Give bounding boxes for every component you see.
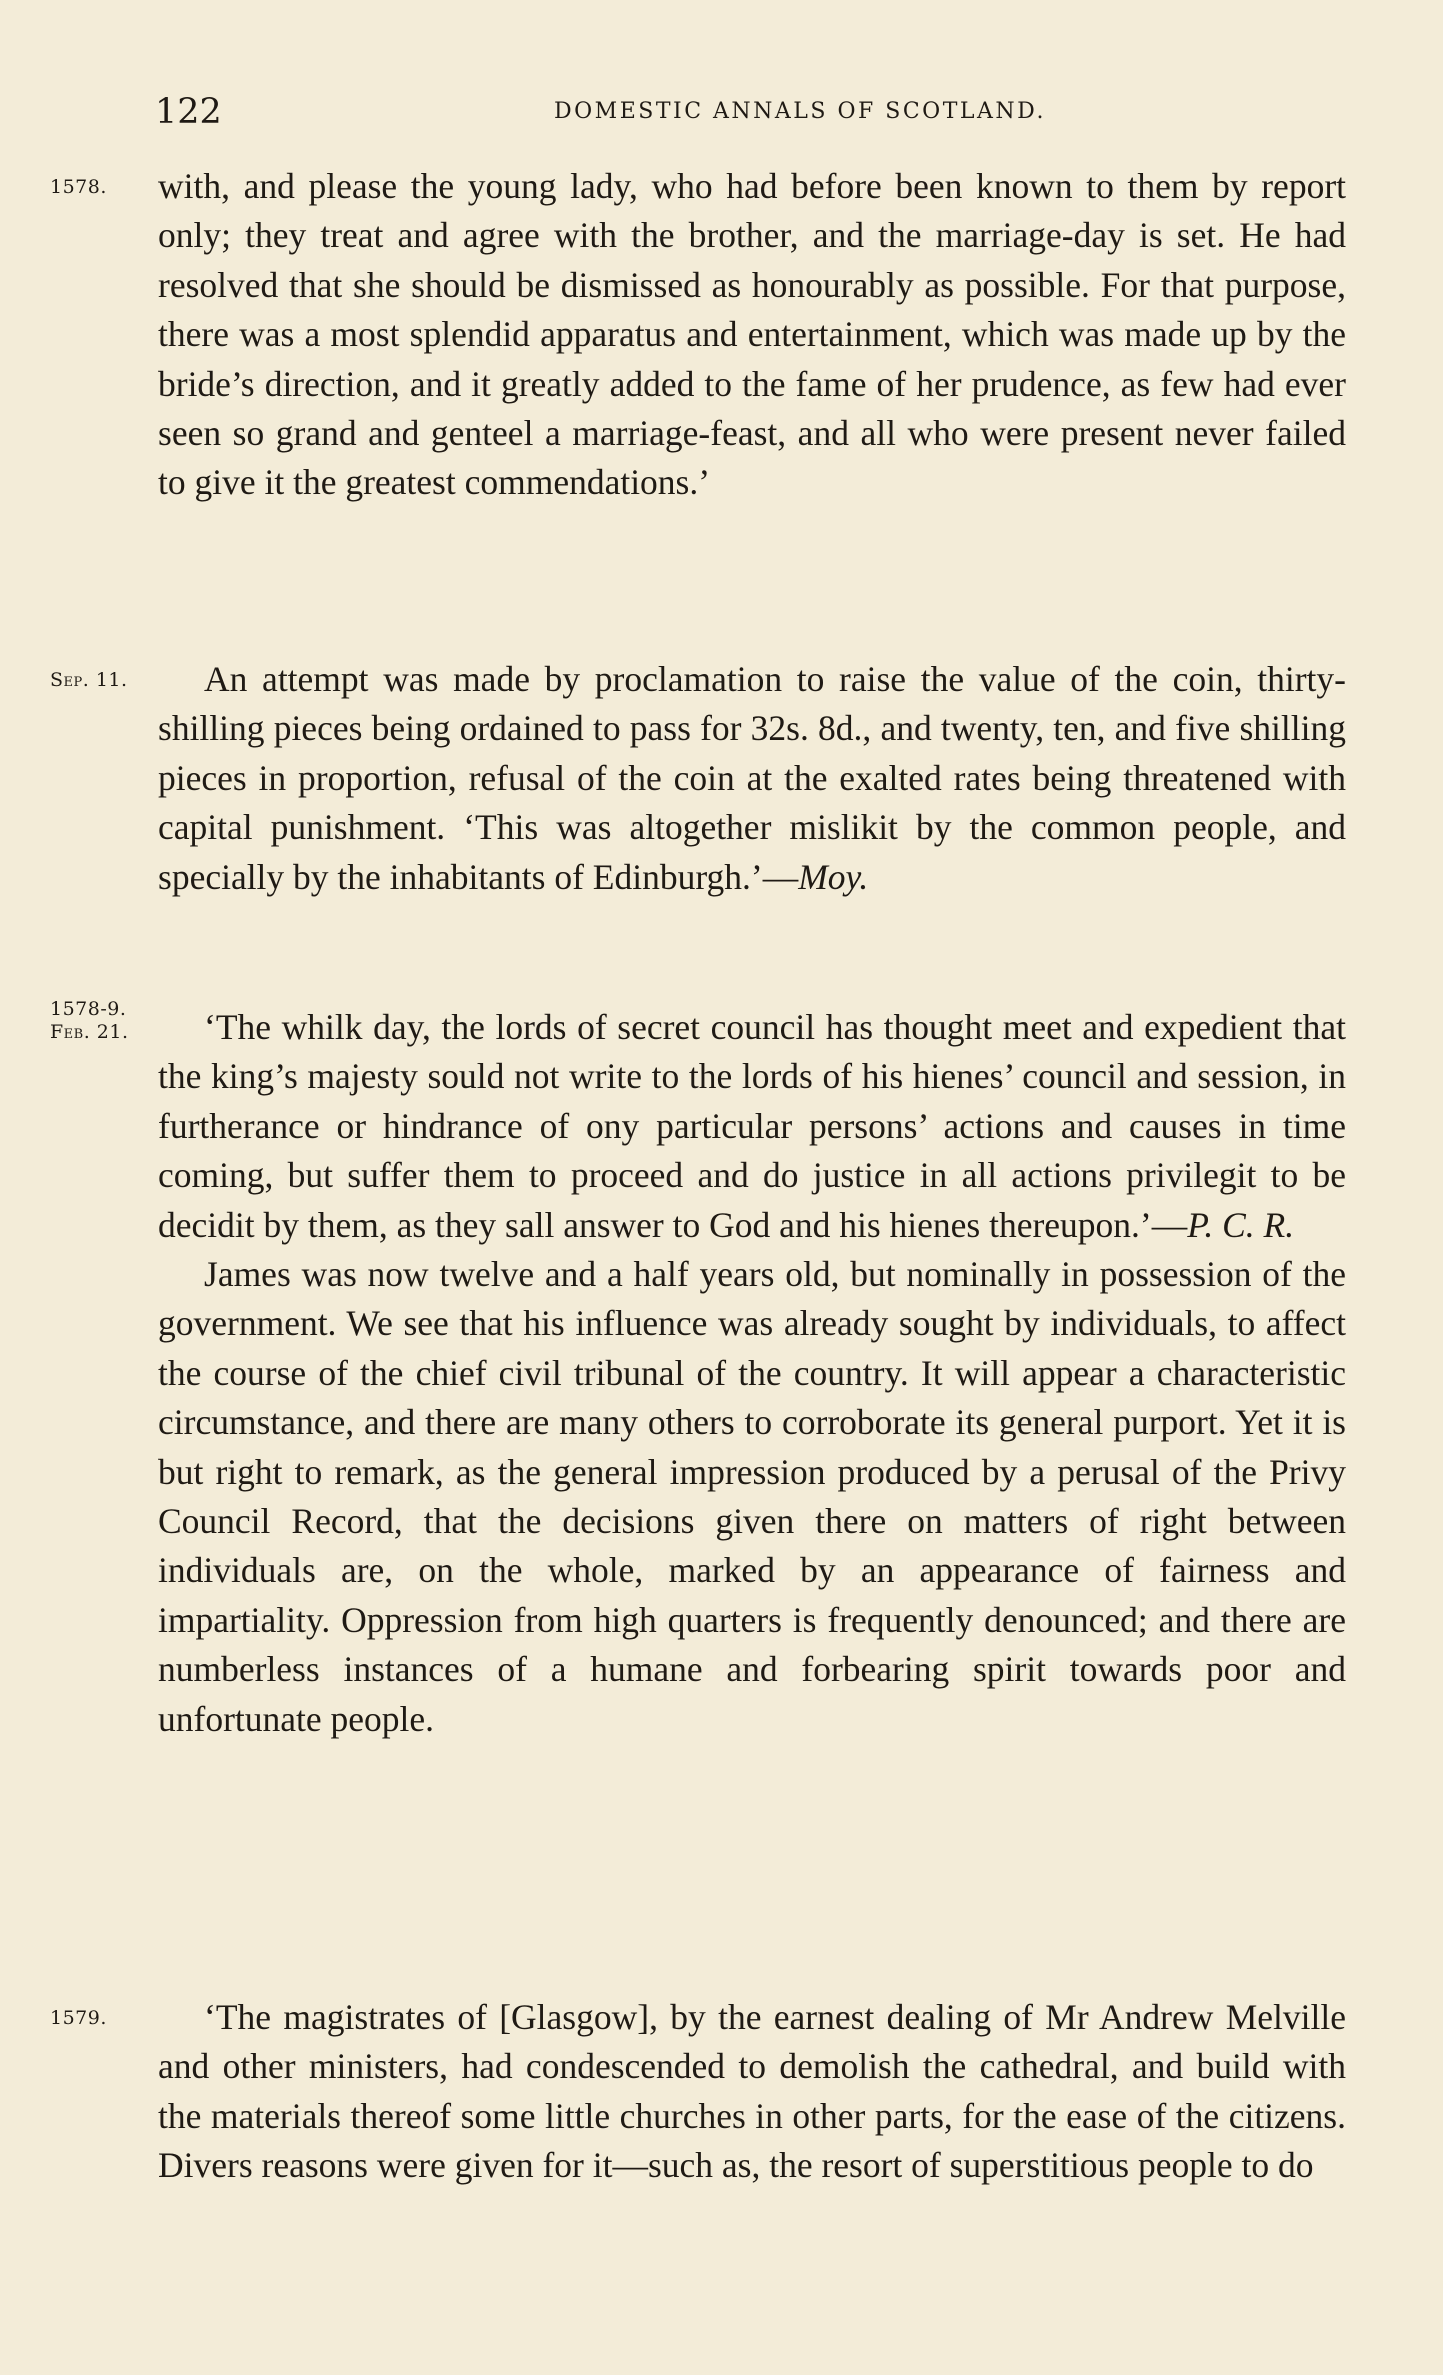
margin-date-line: 1578-9. [50, 998, 127, 1020]
paragraph [158, 1993, 1346, 2191]
margin-date-line: 1578. [50, 176, 107, 198]
margin-date-line: 1579. [50, 2007, 107, 2029]
margin-date [50, 998, 160, 1044]
margin-date [50, 2007, 160, 2030]
paragraph-text: An attempt was made by proclamation to raise the value of the coin, thirty-shilling pieces being ordained to pass for 32s. 8d., and twenty, ten, and five shilling pieces in proportion, refusal of the coin at the exalted rates being threatened with capital punishment. ‘This was altogether mislikit by the common people, and specially by the inhabitants of Edinburgh.’— [158, 659, 1346, 897]
paragraph [158, 1250, 1346, 1744]
paragraph-text: ‘The whilk day, the lords of secret council has thought meet and expedient that the king’s majesty sould not write to the lords of his hienes’ council and session, in furtherance or hindrance of ony particular persons’ actions and causes in time coming, but suffer them to proceed and do justice in all actions privilegit to be decidit by them, as they sall answer to God and his hienes thereupon.’— [158, 1007, 1346, 1245]
source-citation: P. C. R. [1187, 1204, 1295, 1245]
margin-date [50, 669, 160, 692]
entry-text [158, 655, 1346, 902]
page-header [155, 92, 1275, 132]
margin-date [50, 176, 160, 199]
margin-date-line: Feb. 21. [50, 1021, 129, 1043]
entry-text [158, 1003, 1346, 1744]
source-citation: Moy. [798, 856, 869, 897]
paragraph [158, 162, 1346, 508]
page-number: 122 [155, 92, 222, 132]
entry-text [158, 162, 1346, 508]
paragraph [158, 655, 1346, 902]
entry-text [158, 1993, 1346, 2191]
running-head: DOMESTIC ANNALS OF SCOTLAND. [554, 99, 1046, 124]
paragraph [158, 1003, 1346, 1250]
margin-date-line: Sep. 11. [50, 669, 128, 691]
paragraph-text: ‘The magistrates of [Glasgow], by the earnest dealing of Mr Andrew Melville and other ministers, had condescended to demolish the cathedral, and build with the materials thereof some little churches in other parts, for the ease of the citizens. Divers reasons were given for it—such as, the resort of superstitious people to do [158, 1997, 1346, 2186]
paragraph-text: with, and please the young lady, who had before been known to them by report only; they treat and agree with the brother, and the marriage-day is set. He had resolved that she should be dismissed as honourably as possible. For that purpose, there was a most splendid apparatus and entertainment, which was made up by the bride’s direction, and it greatly added to the fame of her prudence, as few had ever seen so grand and genteel a marriage-feast, and all who were present never failed to give it the greatest commendations.’ [158, 166, 1346, 503]
paragraph-text: James was now twelve and a half years old, but nominally in possession of the government. We see that his influence was already sought by individuals, to affect the course of the chief civil tribunal of the country. It will appear a characteristic circumstance, and there are many others to corroborate its general purport. Yet it is but right to remark, as the general impression produced by a perusal of the Privy Council Record, that the decisions given there on matters of right between individuals are, on the whole, marked by an appearance of fairness and impartiality. Oppression from high quarters is frequently denounced; and there are numberless instances of a humane and forbearing spirit towards poor and unfortunate people. [158, 1254, 1346, 1739]
